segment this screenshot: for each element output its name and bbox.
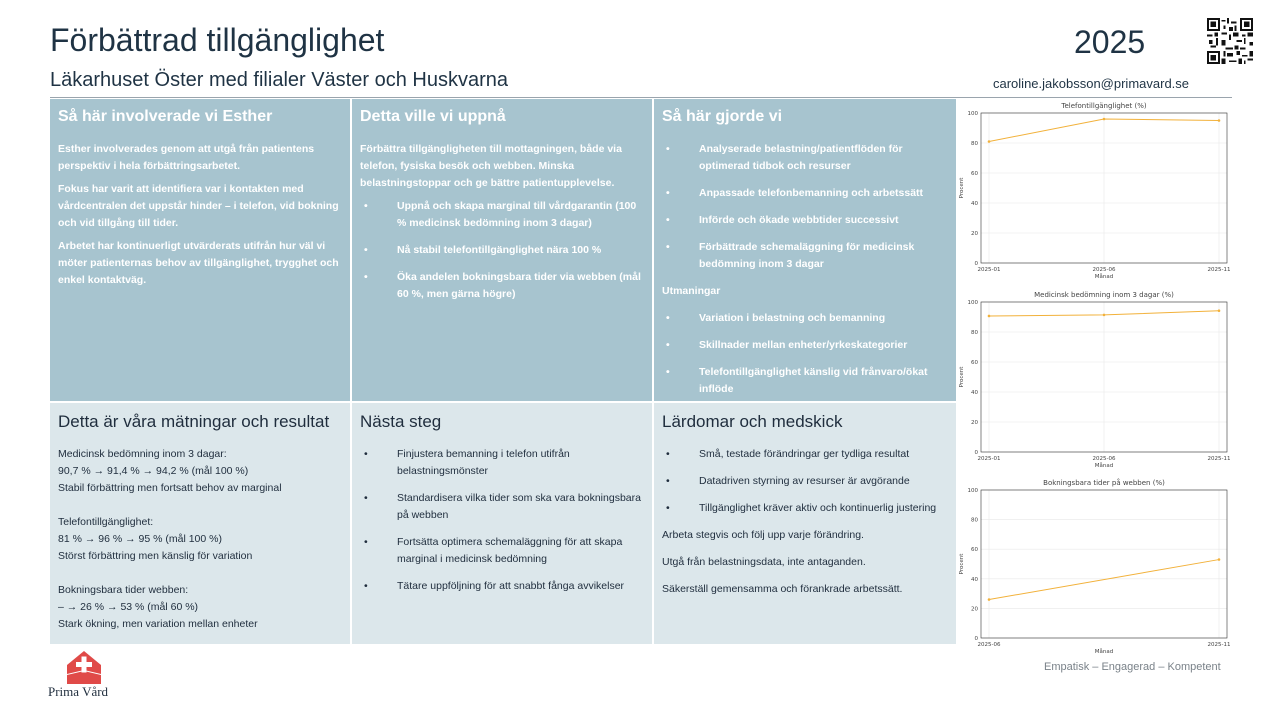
- data-point: [1103, 118, 1106, 121]
- panel-involve: [50, 99, 350, 401]
- lesson-statement: Säkerställ gemensamma och förankrade arbetssätt.: [662, 583, 903, 595]
- result-values: – → 26 % → 53 % (mål 60 %): [58, 601, 199, 613]
- chart-webben: [957, 476, 1232, 660]
- list-item: • Analyserade belastning/patientflöden för optimerad tidbok och resurser: [662, 141, 948, 175]
- next-steps-list: [360, 446, 644, 595]
- y-tick-label: 0: [974, 450, 978, 456]
- list-item: • Standardisera vilka tider som ska vara bokningsbara på webben: [360, 490, 644, 524]
- panel-heading: Lärdomar och medskick: [662, 412, 843, 431]
- y-axis-label: Procent: [959, 553, 965, 575]
- paragraph: Förbättra tillgängligheten till mottagningen, både via telefon, fysiska besök och webben. Minska belastningstoppar och ge bättre patientupplevelse.: [360, 143, 622, 189]
- y-tick-label: 100: [967, 111, 978, 117]
- y-tick-label: 60: [971, 360, 978, 366]
- y-tick-label: 60: [971, 547, 978, 554]
- data-point: [988, 598, 991, 601]
- result-comment: Stabil förbättring men fortsatt behov av marginal: [58, 482, 282, 494]
- year-label: 2025: [1074, 24, 1146, 60]
- x-tick-label: 2025-11: [1207, 456, 1231, 462]
- contact-email[interactable]: caroline.jakobsson@primavard.se: [993, 76, 1190, 91]
- result-label: Medicinsk bedömning inom 3 dagar:: [58, 448, 227, 460]
- x-axis-label: Månad: [1094, 649, 1114, 655]
- panel-next-steps: [352, 403, 652, 644]
- y-tick-label: 40: [971, 390, 978, 396]
- y-tick-label: 20: [971, 420, 978, 426]
- paragraph: Fokus har varit att identifiera var i kontakten med vårdcentralen det uppstår hinder – i telefon, vid bokning och vid tillgång till tider.: [58, 183, 339, 229]
- plot-frame: [981, 490, 1227, 638]
- y-tick-label: 0: [974, 261, 978, 267]
- y-tick-label: 100: [967, 488, 978, 494]
- list-item: • Tätare uppföljning för att snabbt fånga avvikelser: [360, 578, 644, 595]
- x-axis-label: Månad: [1094, 463, 1114, 469]
- chart-title: Bokningsbara tider på webben (%): [1043, 479, 1165, 487]
- list-item: • Datadriven styrning av resurser är avgörande: [662, 473, 948, 490]
- line-chart-medicinsk: [957, 288, 1232, 474]
- list-item: • Fortsätta optimera schemaläggning för att skapa marginal i medicinsk bedömning: [360, 534, 644, 568]
- y-axis-label: Procent: [959, 366, 965, 388]
- paragraph: Esther involverades genom att utgå från patientens perspektiv i hela förbättringsarbetet.: [58, 143, 315, 172]
- x-tick-label: 2025-11: [1207, 267, 1231, 273]
- chart-telefon: [957, 99, 1232, 285]
- list-item: • Tillgänglighet kräver aktiv och kontinuerlig justering: [662, 500, 948, 517]
- x-tick-label: 2025-06: [1092, 267, 1116, 273]
- panel-lessons: [654, 403, 956, 644]
- header-divider: [50, 97, 1232, 98]
- result-label: Bokningsbara tider webben:: [58, 584, 189, 596]
- panel-heading: Nästa steg: [360, 412, 442, 431]
- panel-heading: Så här gjorde vi: [662, 108, 783, 125]
- data-point: [1103, 314, 1106, 317]
- result-label: Telefontillgänglighet:: [58, 516, 154, 528]
- panel-heading: Så här involverade vi Esther: [58, 108, 273, 125]
- y-tick-label: 0: [974, 636, 978, 642]
- list-item: • Uppnå och skapa marginal till vårdgarantin (100 % medicinsk bedömning inom 3 dagar): [360, 198, 644, 232]
- list-item: • Telefontillgänglighet känslig vid frånvaro/ökat inflöde: [662, 364, 948, 398]
- line-chart-telefon: [957, 99, 1232, 285]
- qr-code-icon: [1207, 18, 1253, 64]
- y-tick-label: 80: [971, 330, 978, 336]
- lessons-list: [662, 446, 948, 517]
- list-item: • Öka andelen bokningsbara tider via webben (mål 60 %, men gärna högre): [360, 269, 644, 303]
- logo-text: Prima Vård: [48, 684, 109, 699]
- lesson-statement: Arbeta stegvis och följ upp varje förändring.: [662, 529, 864, 541]
- list-item: • Anpassade telefonbemanning och arbetssätt: [662, 185, 948, 202]
- line-chart-webben: [957, 476, 1232, 660]
- y-tick-label: 60: [971, 171, 978, 177]
- y-tick-label: 100: [967, 300, 978, 306]
- y-tick-label: 40: [971, 576, 978, 583]
- chart-title: Telefontillgänglighet (%): [1061, 102, 1147, 110]
- chart-medicinsk: [957, 288, 1232, 474]
- y-tick-label: 20: [971, 231, 978, 237]
- x-tick-label: 2025-01: [977, 267, 1001, 273]
- data-point: [1218, 558, 1221, 561]
- lesson-statement: Utgå från belastningsdata, inte antaganden.: [662, 556, 866, 568]
- paragraph: Arbetet har kontinuerligt utvärderats utifrån hur väl vi möter patienternas behov av tillgänglighet, trygghet och enkel kontaktväg.: [58, 240, 339, 286]
- x-tick-label: 2025-06: [1092, 456, 1116, 462]
- data-point: [1218, 309, 1221, 312]
- y-tick-label: 80: [971, 517, 978, 524]
- list-item: • Finjustera bemanning i telefon utifrån belastningsmönster: [360, 446, 644, 480]
- challenges-label: Utmaningar: [662, 285, 721, 297]
- panel-heading: Detta ville vi uppnå: [360, 108, 506, 125]
- panel-heading: Detta är våra mätningar och resultat: [58, 412, 330, 431]
- panel-results: [50, 403, 350, 644]
- result-values: 90,7 % → 91,4 % → 94,2 % (mål 100 %): [58, 465, 249, 477]
- page-subtitle: Läkarhuset Öster med filialer Väster och Huskvarna: [50, 69, 508, 91]
- list-item: • Införde och ökade webbtider successivt: [662, 212, 948, 229]
- list-item: • Skillnader mellan enheter/yrkeskategorier: [662, 337, 948, 354]
- data-point: [1218, 119, 1221, 122]
- challenges-list: [662, 310, 948, 398]
- list-item: • Nå stabil telefontillgänglighet nära 100 %: [360, 242, 644, 259]
- method-list: [662, 141, 948, 273]
- chart-title: Medicinsk bedömning inom 3 dagar (%): [1034, 291, 1174, 299]
- footer-tagline: Empatisk – Engagerad – Kompetent: [1044, 661, 1221, 673]
- page-title: Förbättrad tillgänglighet: [50, 22, 385, 58]
- x-tick-label: 2025-01: [977, 456, 1001, 462]
- panel-method: [654, 99, 956, 401]
- y-tick-label: 20: [971, 606, 978, 613]
- y-tick-label: 80: [971, 141, 978, 147]
- panel-goal: [352, 99, 652, 401]
- goal-list: [360, 198, 644, 303]
- x-tick-label: 2025-11: [1207, 642, 1231, 648]
- x-tick-label: 2025-06: [977, 642, 1001, 648]
- list-item: • Små, testade förändringar ger tydliga resultat: [662, 446, 948, 463]
- data-point: [988, 140, 991, 143]
- y-axis-label: Procent: [959, 177, 965, 199]
- result-values: 81 % → 96 % → 95 % (mål 100 %): [58, 533, 222, 545]
- x-axis-label: Månad: [1094, 274, 1114, 280]
- data-point: [988, 315, 991, 318]
- result-comment: Störst förbättring men känslig för variation: [58, 550, 253, 562]
- list-item: • Förbättrade schemaläggning för medicinsk bedömning inom 3 dagar: [662, 239, 948, 273]
- list-item: • Variation i belastning och bemanning: [662, 310, 948, 327]
- result-comment: Stark ökning, men variation mellan enheter: [58, 618, 258, 630]
- y-tick-label: 40: [971, 201, 978, 207]
- series-line: [989, 560, 1219, 600]
